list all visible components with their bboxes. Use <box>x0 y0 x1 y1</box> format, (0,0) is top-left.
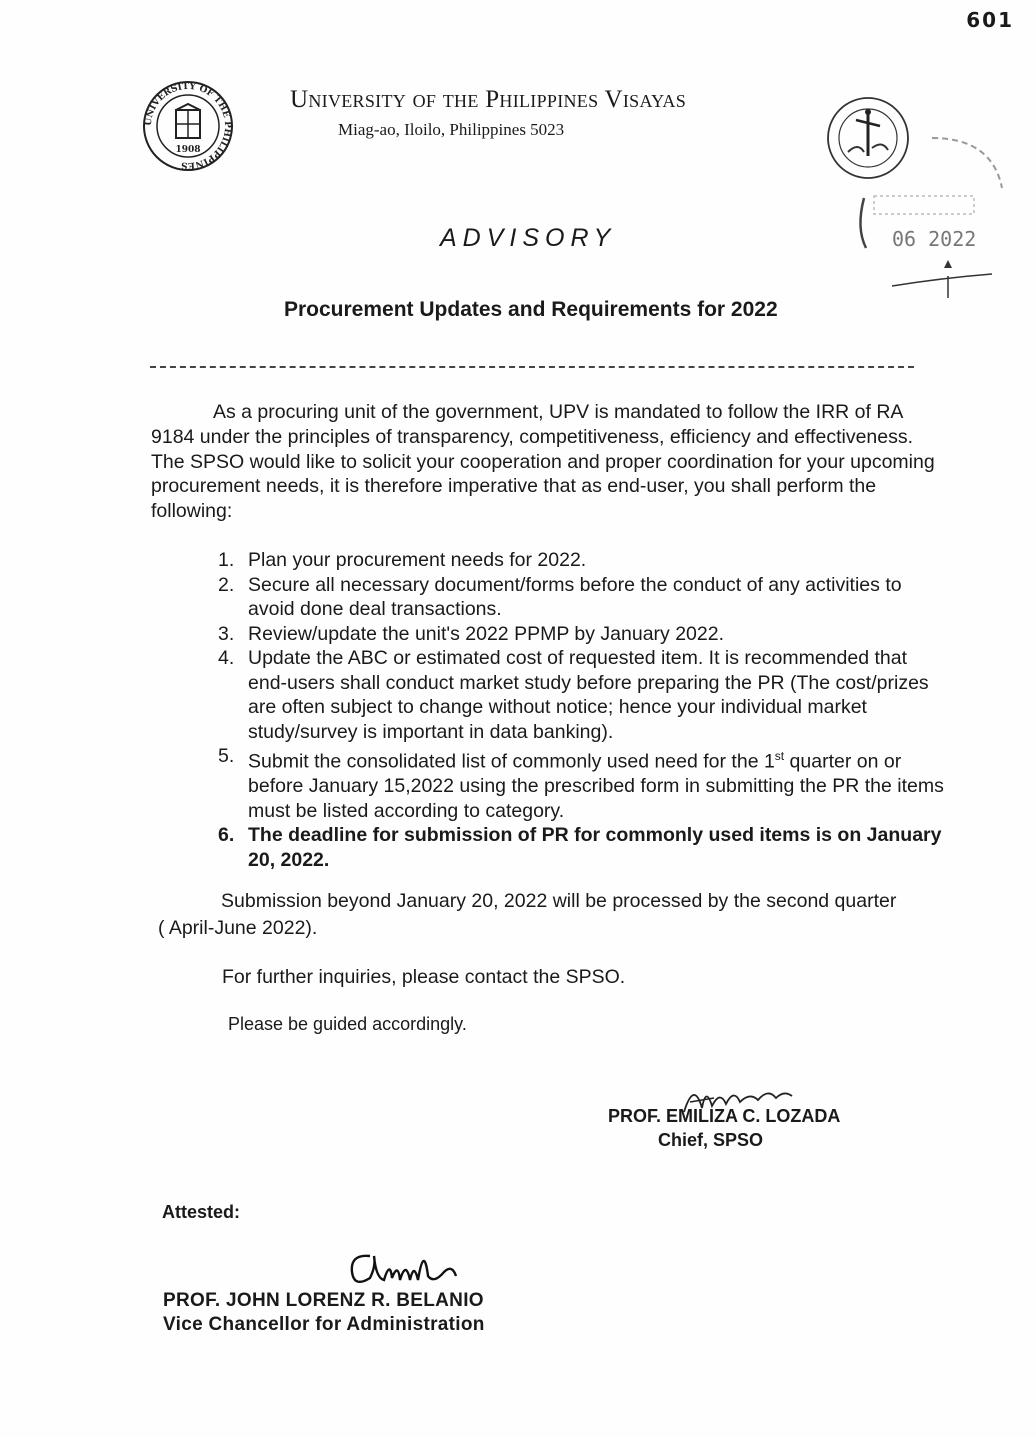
superscript-st: st <box>774 749 785 763</box>
signatory-1-title: Chief, SPSO <box>658 1130 764 1150</box>
divider <box>150 366 914 368</box>
submission-text: Submission beyond January 20, 2022 will be processed by the second quarter ( April-June 2022). <box>158 890 897 939</box>
subject-title: Procurement Updates and Requirements for 2022 <box>284 298 778 321</box>
intro-text: As a procuring unit of the government, UPV is mandated to follow the IRR of RA 9184 under the principles of transparency, competitiveness, efficiency and effectiveness. The SPSO would like to solicit your cooperation and proper coordination for your upcoming procurement needs, it is therefore imperative that as end-user, you shall perform the following: <box>151 401 935 523</box>
inquiries-text: For further inquiries, please contact the SPSO. <box>222 966 626 988</box>
list-number: 1. <box>218 549 235 571</box>
list-item <box>218 573 948 622</box>
list-number: 6. <box>218 824 235 846</box>
list-text: Review/update the unit's 2022 PPMP by January 2022. <box>248 622 724 645</box>
university-name: University of the Philippines Visayas <box>290 86 687 113</box>
list-text: Secure all necessary document/forms before the conduct of any activities to avoid done deal transactions. <box>248 573 902 620</box>
submission-note <box>158 888 898 942</box>
seal-ring-text: UNIVERSITY OF THE PHILIPPINES <box>143 81 233 171</box>
guided-text: Please be guided accordingly. <box>228 1014 467 1034</box>
received-stamp <box>852 128 1032 298</box>
seal-year: 1908 <box>175 145 201 155</box>
signatory-2-name: PROF. JOHN LORENZ R. BELANIO <box>163 1290 484 1311</box>
list-text: Plan your procurement needs for 2022. <box>248 549 587 571</box>
list-item <box>218 548 948 573</box>
list-number: 3. <box>218 622 235 645</box>
list-text: Update the ABC or estimated cost of requested item. It is recommended that end-users shall conduct market study before preparing the PR (The cost/prizes are often subject to change without notice; hence your individual market study/survey is important in data banking). <box>248 647 929 743</box>
list-item <box>218 622 948 647</box>
list-item <box>218 646 948 744</box>
requirements-list <box>218 548 948 872</box>
university-address: Miag-ao, Iloilo, Philippines 5023 <box>338 120 565 139</box>
signatory-2-title: Vice Chancellor for Administration <box>163 1314 485 1335</box>
list-text: The deadline for submission of PR for commonly used items is on January 20, 2022. <box>248 824 942 871</box>
page-number: 601 <box>966 8 1014 32</box>
list-number: 4. <box>218 647 235 669</box>
list-text-end: quarter on or before January 15,2022 using the prescribed form in submitting the PR the items must be listed according to category. <box>248 750 944 822</box>
list-text-start: Submit the consolidated list of commonly used need for the 1 <box>248 750 775 773</box>
stamp-date: 06 2022 <box>892 227 977 251</box>
list-number: 5. <box>218 745 235 767</box>
up-seal-icon <box>142 80 234 172</box>
signatory-1-name: PROF. EMILIZA C. LOZADA <box>608 1106 841 1126</box>
attested-label: Attested: <box>162 1202 241 1222</box>
intro-paragraph <box>151 400 941 524</box>
list-number: 2. <box>218 573 235 596</box>
deadline-item <box>218 823 948 872</box>
list-item <box>218 744 948 823</box>
advisory-title: ADVISORY <box>440 224 617 252</box>
signature-belanio <box>340 1236 500 1296</box>
